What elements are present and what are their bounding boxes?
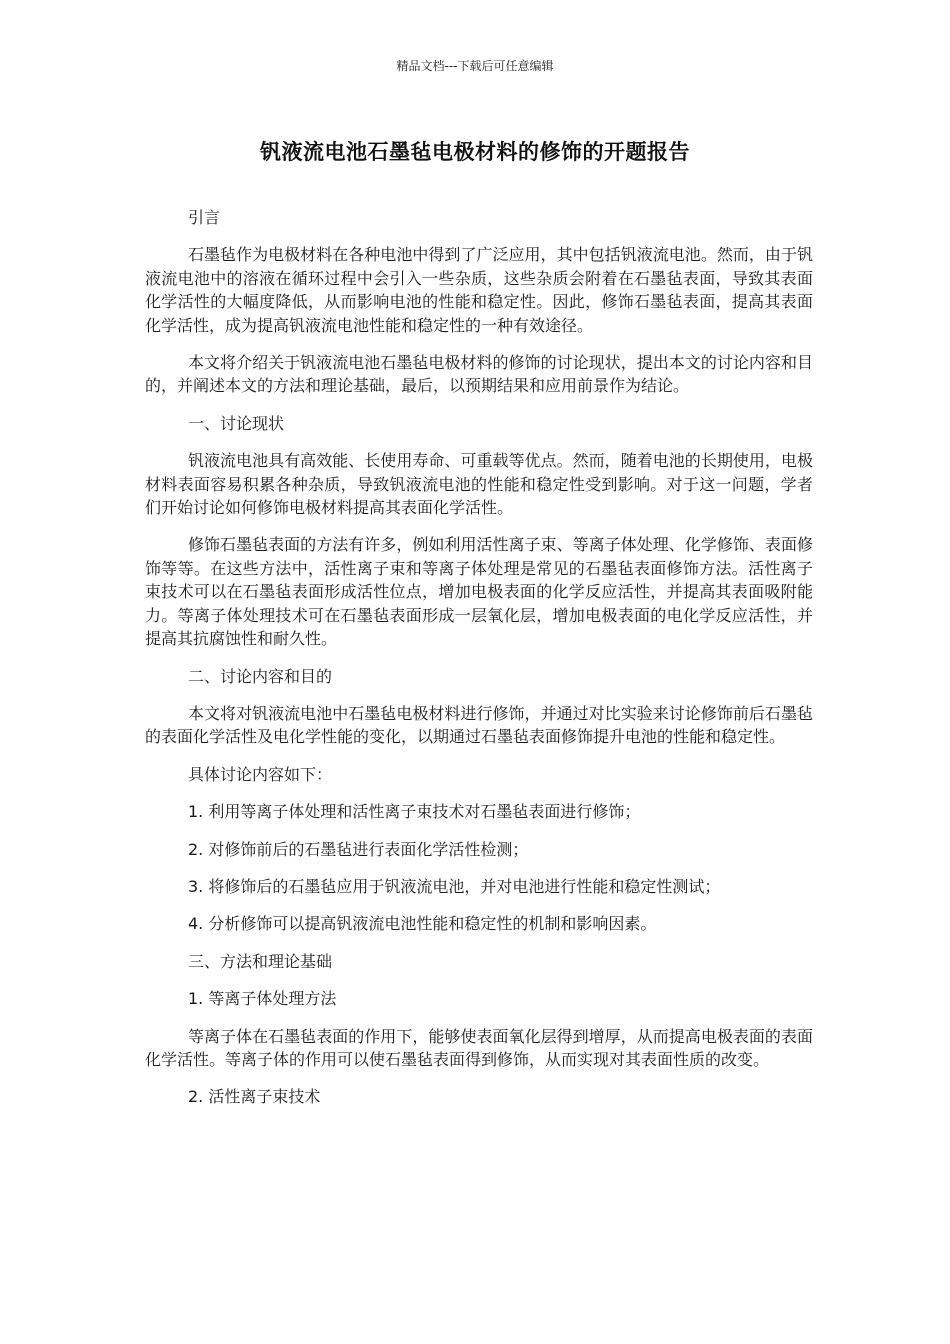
paragraph: 等离子体在石墨毡表面的作用下，能够使表面氧化层得到增厚，从而提高电极表面的表面化学活性。等离子体的作用可以使石墨毡表面得到修饰，从而实现对其表面性质的改变。 [145,1026,813,1069]
list-item: 4. 分析修饰可以提高钒液流电池性能和稳定性的机制和影响因素。 [188,914,657,934]
paragraph: 石墨毡作为电极材料在各种电池中得到了广泛应用，其中包括钒液流电池。然而，由于钒液流电池中的溶液在循环过程中会引入一些杂质，这些杂质会附着在石墨毡表面，导致其表面化学活性的大幅度降低，从而影响电池的性能和稳定性。因此，修饰石墨毡表面，提高其表面化学活性，成为提高钒液流电池性能和稳定性的一种有效途径。 [145,245,813,335]
paragraph: 本文将介绍关于钒液流电池石墨毡电极材料的修饰的讨论现状，提出本文的讨论内容和目的，并阐述本文的方法和理论基础，最后，以预期结果和应用前景作为结论。 [145,353,813,396]
page-header: 精品文档---下载后可任意编辑 [396,59,554,73]
subsection-heading: 1. 等离子体处理方法 [188,989,337,1009]
paragraph: 钒液流电池具有高效能、长使用寿命、可重载等优点。然而，随着电池的长期使用，电极材料表面容易积累各种杂质，导致钒液流电池的性能和稳定性受到影响。对于这一问题，学者们开始讨论如何修饰电极材料提高其表面化学活性。 [145,451,813,518]
list-item: 2. 对修饰前后的石墨毡进行表面化学活性检测； [188,839,529,859]
document-body [145,206,813,1123]
section-heading-intro: 引言 [188,208,221,227]
paragraph: 具体讨论内容如下： [188,764,333,784]
document-title: 钒液流电池石墨毡电极材料的修饰的开题报告 [260,140,690,164]
list-item: 3. 将修饰后的石墨毡应用于钒液流电池，并对电池进行性能和稳定性测试； [188,876,721,896]
section-heading: 三、方法和理论基础 [188,951,333,971]
section-heading: 一、讨论现状 [188,413,285,433]
section-heading: 二、讨论内容和目的 [188,666,333,686]
subsection-heading: 2. 活性离子束技术 [188,1087,321,1107]
paragraph: 修饰石墨毡表面的方法有许多，例如利用活性离子束、等离子体处理、化学修饰、表面修饰等等。在这些方法中，活性离子束和等离子体处理是常见的石墨毡表面修饰方法。活性离子束技术可以在石墨毡表面形成活性位点，增加电极表面的化学反应活性，并提高其表面吸附能力。等离子体处理技术可在石墨毡表面形成一层氧化层，增加电极表面的电化学反应活性，并提高其抗腐蚀性和耐久性。 [145,535,813,649]
paragraph: 本文将对钒液流电池中石墨毡电极材料进行修饰，并通过对比实验来讨论修饰前后石墨毡的表面化学活性及电化学性能的变化，以期通过石墨毡表面修饰提升电池的性能和稳定性。 [145,703,813,747]
list-item: 1. 利用等离子体处理和活性离子束技术对石墨毡表面进行修饰； [188,802,641,822]
